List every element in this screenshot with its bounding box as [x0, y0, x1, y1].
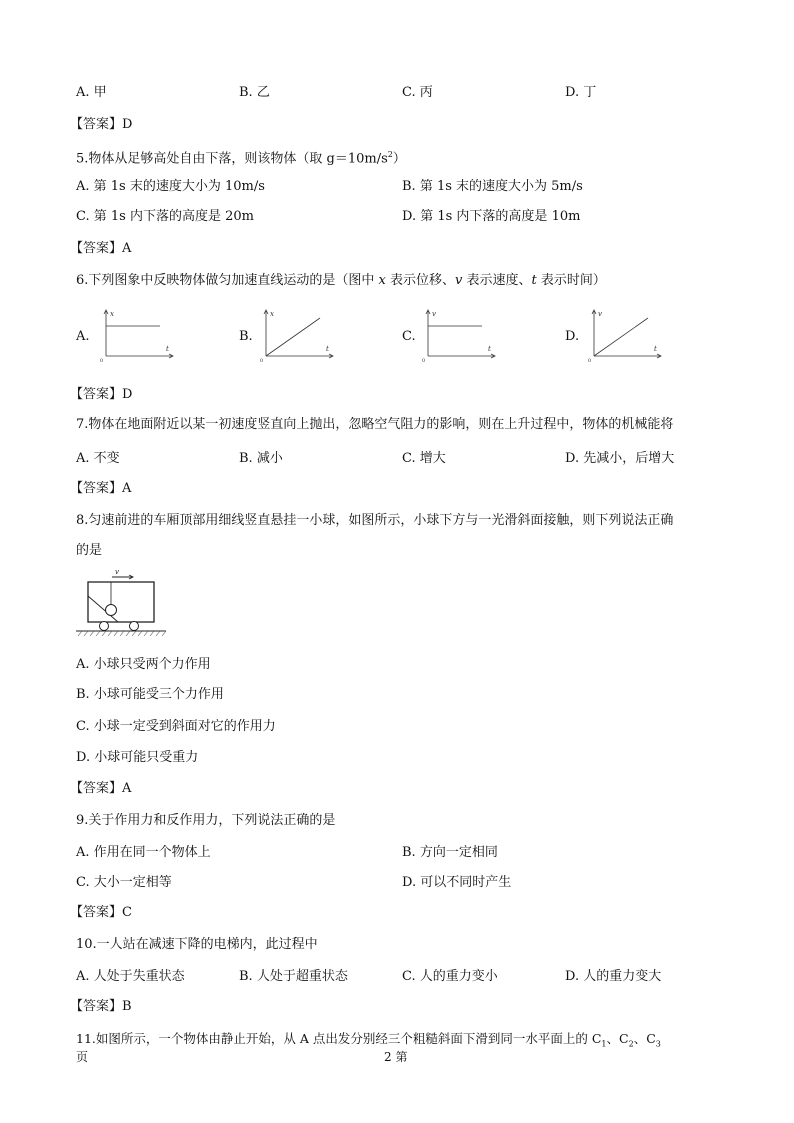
q11-sub-1: 1: [601, 1039, 607, 1049]
graph-line-rising: [594, 318, 648, 356]
q6-graph-b: [258, 308, 338, 364]
q10-stem: 10.一人站在减速下降的电梯内，此过程中: [76, 937, 318, 952]
q4-answer: 【答案】D: [70, 117, 133, 132]
q10-answer: 【答案】B: [70, 999, 132, 1014]
q6-stem-part: 表示时间）: [536, 273, 606, 288]
q8-option-a: A. 小球只受两个力作用: [76, 657, 211, 672]
q11-stem-text: 11.如图所示，一个物体由静止开始，从 A 点出发分别经三个粗糙斜面下滑到同一水平面上的 C: [76, 1031, 602, 1046]
x-axis-label: t: [166, 345, 169, 353]
q7-option-b: B. 减小: [239, 451, 283, 466]
q10-option-c: C. 人的重力变小: [402, 969, 498, 984]
x-axis-label: t: [326, 345, 329, 353]
q9-option-d: D. 可以不同时产生: [402, 875, 512, 890]
origin-label: 0: [588, 358, 592, 364]
origin-label: 0: [422, 358, 426, 364]
q10-option-b: B. 人处于超重状态: [239, 969, 348, 984]
q6-stem-var-x: x: [378, 273, 386, 288]
q4-option-c: C. 丙: [402, 85, 433, 100]
q11-sub-2: 2: [628, 1039, 634, 1049]
y-axis-label: x: [270, 310, 274, 318]
q5-stem-end: ）: [392, 151, 406, 167]
q9-stem: 9.关于作用力和反作用力，下列说法正确的是: [76, 813, 336, 828]
q7-option-a: A. 不变: [76, 451, 120, 466]
ground-hatching: [78, 631, 166, 636]
y-axis-label: v: [598, 310, 602, 318]
q6-graph-a: [98, 308, 178, 364]
q5-answer: 【答案】A: [70, 241, 132, 256]
q6-graph-c: [420, 308, 500, 364]
hanging-ball: [106, 605, 117, 616]
q6-answer: 【答案】D: [70, 387, 133, 402]
q8-stem-line1: 8.匀速前进的车厢顶部用细线竖直悬挂一小球，如图所示，小球下方与一光滑斜面接触，则下列说法正确: [76, 513, 674, 528]
q8-answer: 【答案】A: [70, 781, 132, 796]
q5-option-a: A. 第 1s 末的速度大小为 10m/s: [76, 179, 265, 194]
q8-option-b: B. 小球可能受三个力作用: [76, 687, 224, 702]
cart-wheel-left: [100, 622, 109, 631]
q5-option-c: C. 第 1s 内下落的高度是 20m: [76, 209, 254, 224]
q4-option-b: B. 乙: [239, 85, 270, 100]
q6-graph-d: [586, 308, 666, 364]
q9-option-c: C. 大小一定相等: [76, 875, 172, 890]
q6-stem-part: 6.下列图象中反映物体做匀加速直线运动的是（图中: [76, 273, 379, 288]
q8-option-d: D. 小球可能只受重力: [76, 750, 199, 765]
q4-option-d: D. 丁: [565, 85, 597, 100]
velocity-label: v: [115, 568, 119, 576]
q7-answer: 【答案】A: [70, 481, 132, 496]
q6-stem-var-t: t: [531, 273, 537, 288]
q6-stem-part: 表示速度、: [462, 273, 532, 288]
q11-stem: 11.如图所示，一个物体由静止开始，从 A 点出发分别经三个粗糙斜面下滑到同一水平面上的 $C_1$、$C_2$、$C_3$: [76, 1031, 661, 1049]
cart-body: [88, 582, 154, 622]
q9-option-a: A. 作用在同一个物体上: [76, 845, 211, 860]
x-axis-label: t: [654, 345, 657, 353]
origin-label: 0: [100, 358, 104, 364]
cart-wheel-right: [130, 622, 139, 631]
q4-option-a: A. 甲: [76, 85, 107, 100]
q11-sub-3: 3: [655, 1039, 661, 1049]
q7-option-d: D. 先减小，后增大: [565, 451, 675, 466]
q6-stem-part: 表示位移、: [385, 273, 456, 288]
q6-option-a: A.: [76, 329, 90, 344]
q6-option-d: D.: [565, 329, 580, 344]
q5-option-b: B. 第 1s 末的速度大小为 5m/s: [402, 179, 583, 194]
q6-option-c: C.: [402, 329, 416, 344]
q7-stem: 7.物体在地面附近以某一初速度竖直向上抛出，忽略空气阻力的影响，则在上升过程中，物体的机械能将: [76, 417, 674, 432]
y-axis-label: v: [432, 310, 436, 318]
footer-left: 页: [76, 1050, 89, 1064]
q6-stem-var-v: v: [455, 273, 463, 288]
q6-option-b: B.: [239, 329, 253, 344]
origin-label: 0: [260, 358, 264, 364]
q11-sep: 、: [606, 1031, 620, 1046]
q10-option-d: D. 人的重力变大: [565, 969, 662, 984]
q8-cart-figure: [76, 566, 176, 638]
x-axis-label: t: [488, 345, 491, 353]
q7-option-c: C. 增大: [402, 451, 446, 466]
y-axis-label: x: [110, 310, 114, 318]
q11-sep: 、: [633, 1031, 647, 1046]
q5-stem-sup: 2: [387, 150, 393, 159]
q8-stem-line2: 的是: [76, 543, 103, 558]
q9-option-b: B. 方向一定相同: [402, 845, 498, 860]
q5-stem: [76, 146, 406, 168]
graph-line-rising: [266, 318, 320, 356]
q10-option-a: A. 人处于失重状态: [76, 969, 185, 984]
footer-page-number: 2 第: [384, 1050, 408, 1064]
q5-option-d: D. 第 1s 内下落的高度是 10m: [402, 209, 581, 224]
q8-option-c: C. 小球一定受到斜面对它的作用力: [76, 719, 276, 734]
q6-stem: [76, 272, 606, 290]
q9-answer: 【答案】C: [70, 905, 132, 920]
q5-stem-text: 5.物体从足够高处自由下落，则该物体（取 g＝10m/s: [76, 151, 388, 167]
